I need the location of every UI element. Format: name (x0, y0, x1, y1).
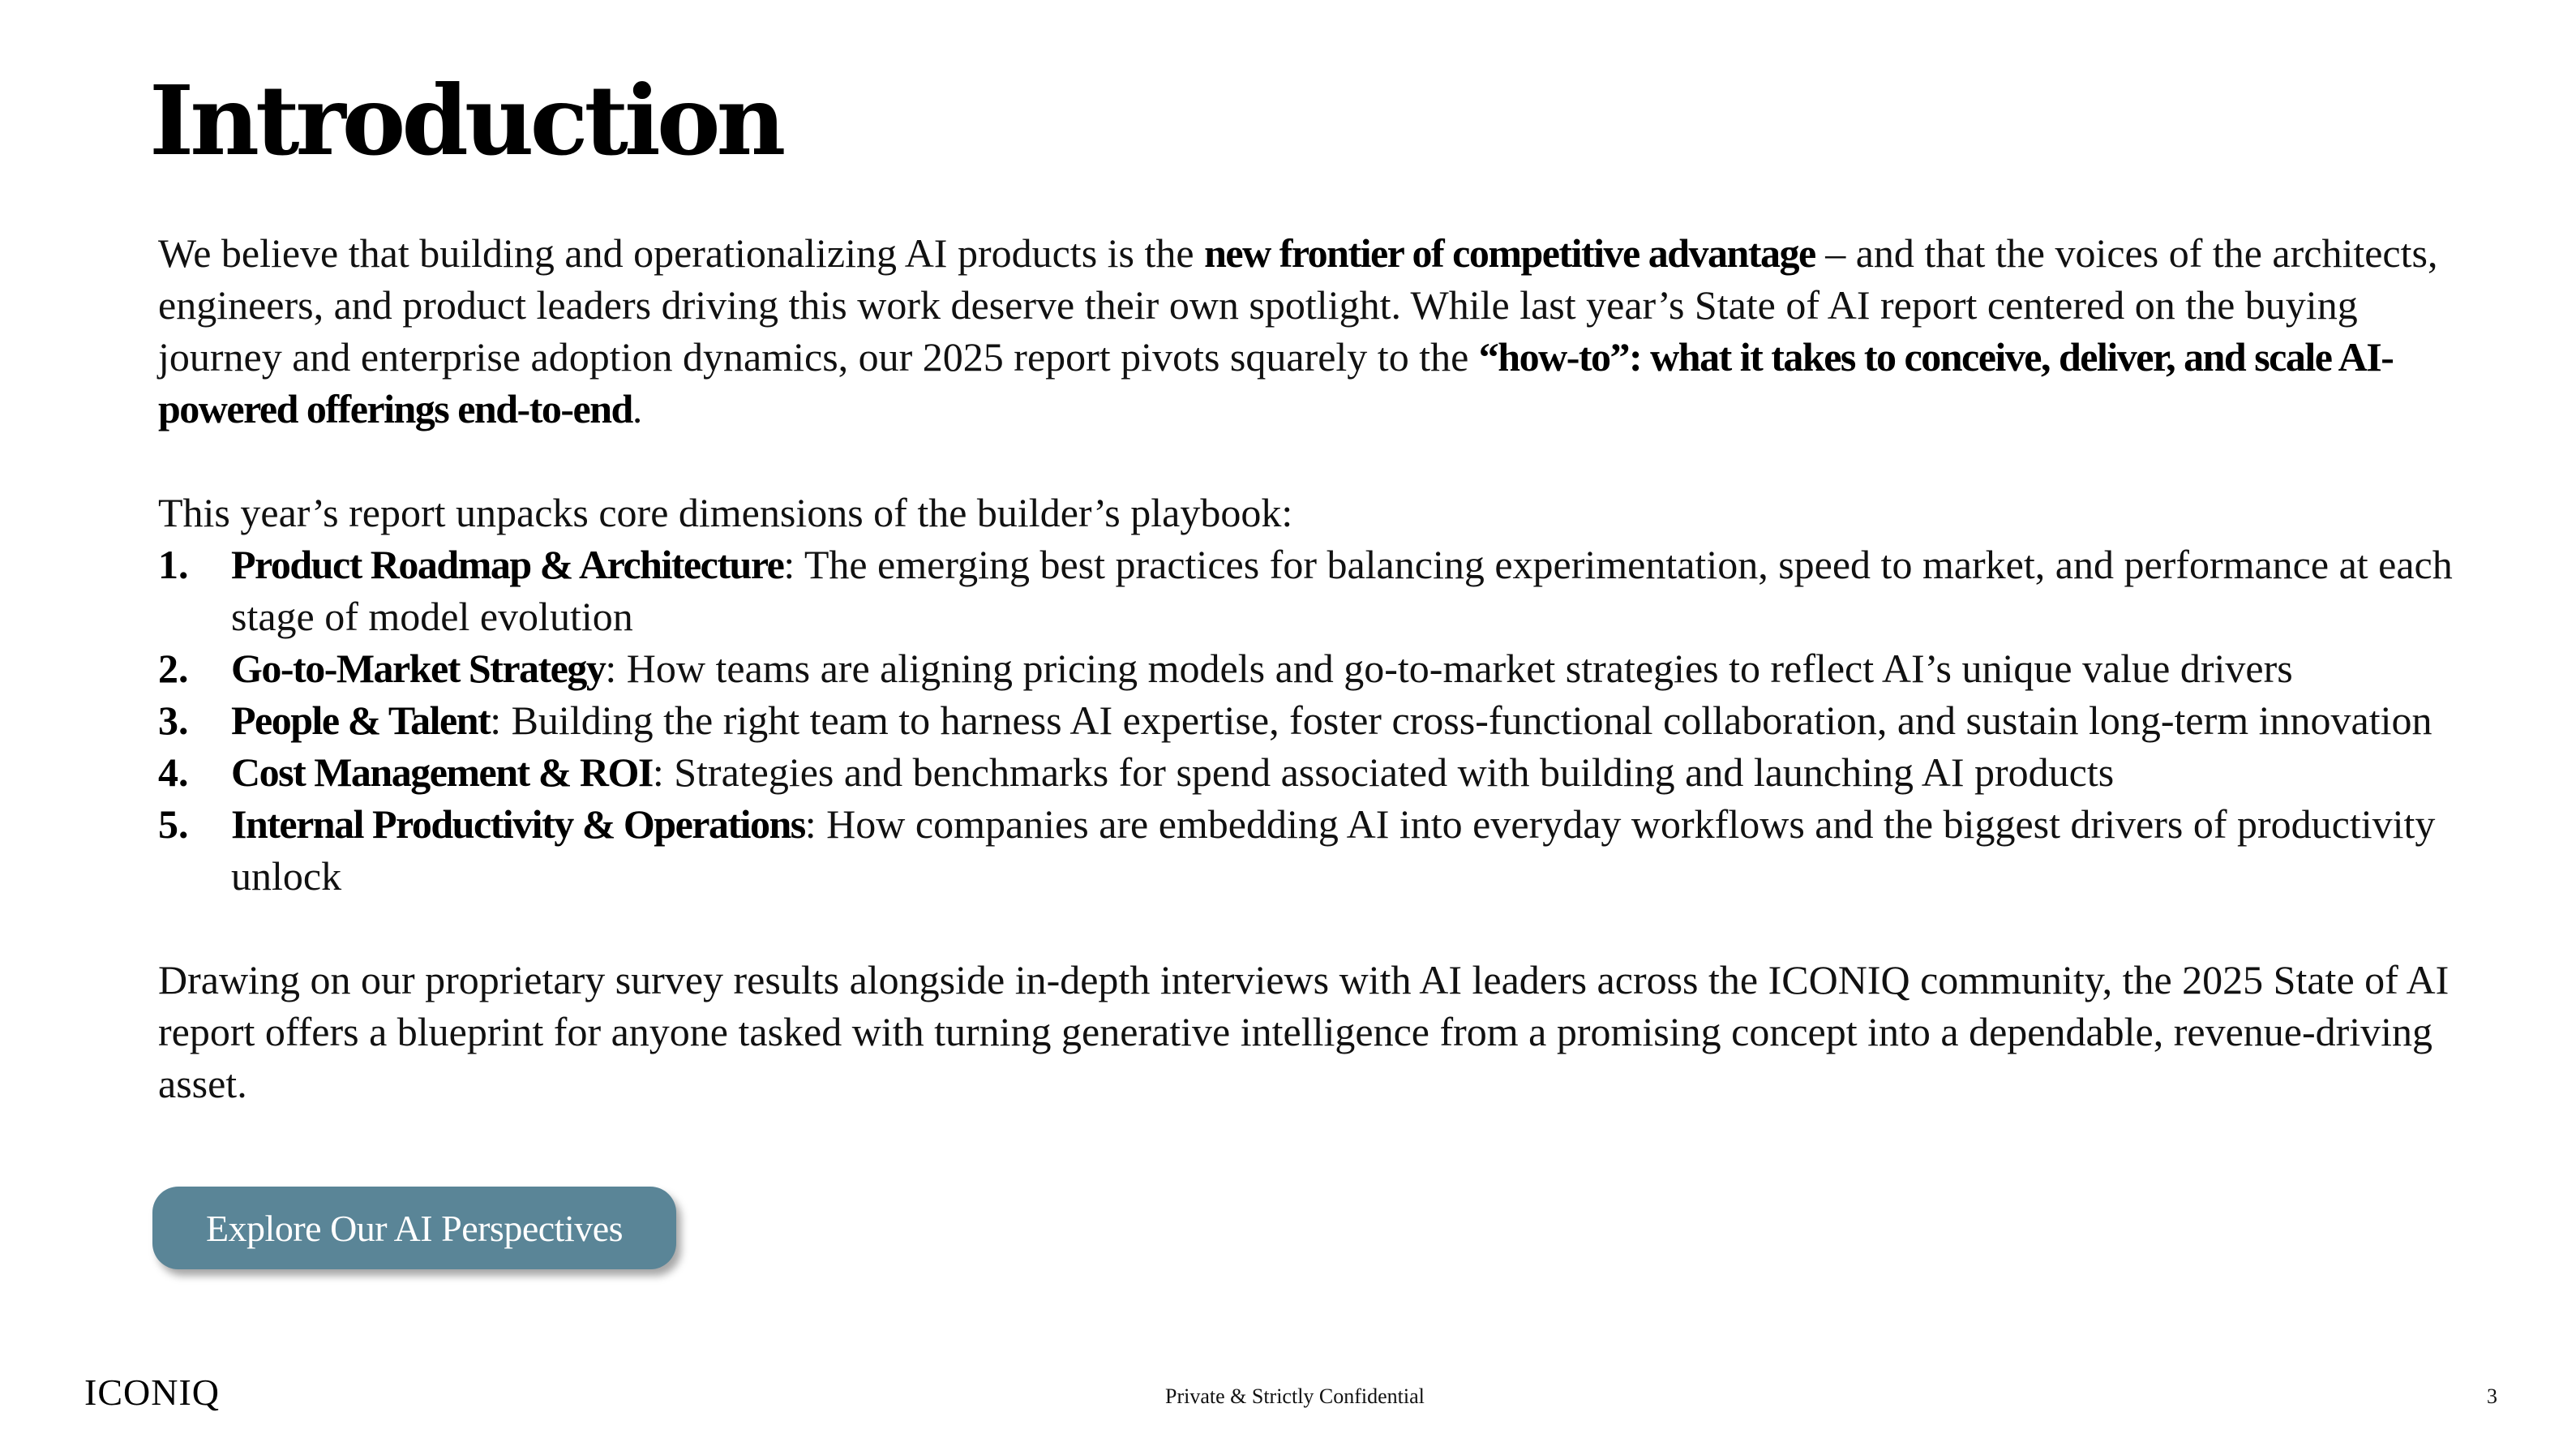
list-item-description: : How teams are aligning pricing models and go-to-market strategies to reflect AI’s unique value drivers (605, 646, 2293, 691)
list-number: 2. (158, 646, 189, 691)
list-item-title: People & Talent (231, 698, 491, 743)
dimensions-lead: This year’s report unpacks core dimensions of the builder’s playbook: (158, 490, 1293, 535)
intro-emphasis-1: new frontier of competitive advantage (1204, 230, 1815, 276)
spacer (158, 902, 2477, 954)
intro-emphasis-2: “how-to”: what it takes to conceive, deliver, and scale AI-powered offerings end-to-end (158, 334, 2394, 431)
list-item-description: : Strategies and benchmarks for spend associated with building and launching AI products (652, 749, 2115, 795)
body-content (158, 227, 2477, 1110)
list-number: 5. (158, 801, 189, 847)
list-item (158, 798, 2477, 902)
intro-paragraph (158, 227, 2477, 435)
intro-text-1: We believe that building and operationalizing AI products is the (158, 230, 1205, 276)
iconiq-logo: ICONIQ (84, 1371, 220, 1413)
explore-ai-perspectives-button[interactable]: Explore Our AI Perspectives (152, 1187, 676, 1269)
list-item (158, 694, 2477, 746)
list-number: 3. (158, 698, 189, 743)
list-item-title: Go-to-Market Strategy (231, 646, 606, 691)
list-item-title: Product Roadmap & Architecture (231, 542, 784, 587)
list-item-description: : Building the right team to harness AI expertise, foster cross-functional collaboration, and sustain long-term innovation (490, 698, 2432, 743)
closing-paragraph: Drawing on our proprietary survey results alongside in-depth interviews with AI leaders across the ICONIQ community, the 2025 State of AI report offers a blueprint for anyone tasked with turning generative intelligence from a promising concept into a dependable, revenue-driving asset. (158, 957, 2450, 1106)
list-number: 1. (158, 542, 189, 587)
dimensions-list (158, 539, 2477, 902)
page-number: 3 (2487, 1384, 2497, 1408)
intro-text-2: – and that the voices of the architects, engineers, and product leaders driving this work deserve their own spotlight. While last year’s State of AI report centered on the buying journey and enterprise adoption dynamics, our 2025 report pivots squarely to the (158, 230, 2438, 380)
list-item-title: Internal Productivity & Operations (231, 801, 805, 847)
list-item (158, 746, 2477, 798)
intro-text-3: . (632, 386, 643, 431)
list-item-description: : The emerging best practices for balancing experimentation, speed to market, and performance at each stage of model evolution (231, 542, 2453, 639)
list-item (158, 539, 2477, 642)
list-item-title: Cost Management & ROI (231, 749, 653, 795)
list-item (158, 642, 2477, 694)
page-title: Introduction (149, 64, 782, 177)
confidentiality-note: Private & Strictly Confidential (1165, 1384, 1425, 1408)
spacer (158, 435, 2477, 487)
list-number: 4. (158, 749, 189, 795)
list-item-description: : How companies are embedding AI into everyday workflows and the biggest drivers of productivity unlock (231, 801, 2436, 899)
